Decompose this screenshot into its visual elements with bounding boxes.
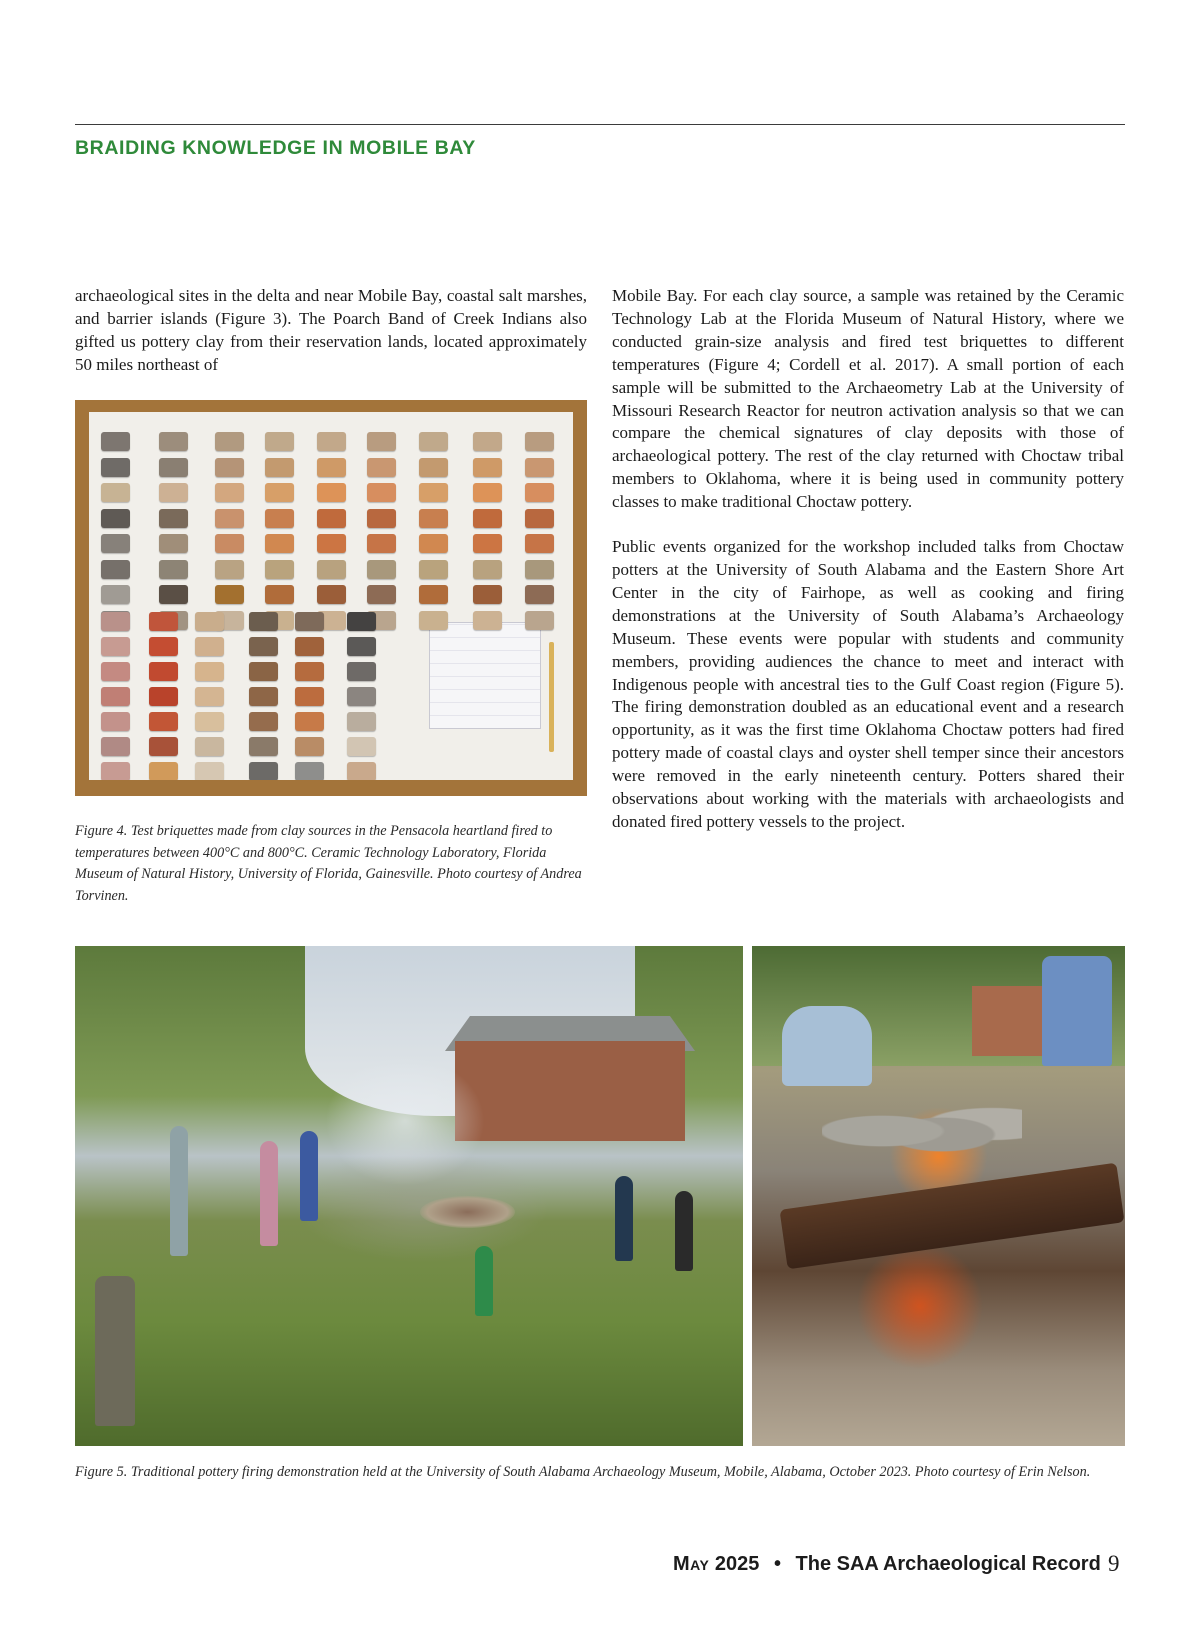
footer [673,1553,1101,1576]
test-briquette [101,687,130,706]
test-briquette [195,712,224,731]
fired-pots [822,1096,1022,1166]
test-briquette [419,458,448,477]
test-briquette [101,662,130,681]
test-briquette [101,612,130,631]
test-briquette [347,737,376,756]
test-briquette [101,432,130,451]
note-card [429,622,541,729]
test-briquette [473,509,502,528]
test-briquette [525,483,554,502]
test-briquette [215,458,244,477]
test-briquette [295,662,324,681]
briquette-board [89,412,573,780]
test-briquette [265,534,294,553]
test-briquette [367,509,396,528]
test-briquette [295,762,324,780]
test-briquette [249,687,278,706]
test-briquette [195,662,224,681]
test-briquette [195,612,224,631]
test-briquette [159,585,188,604]
test-briquette [101,585,130,604]
test-briquette [347,637,376,656]
test-briquette [525,611,554,630]
test-briquette [317,534,346,553]
spectator [95,1276,135,1426]
test-briquette [215,560,244,579]
test-briquette [317,432,346,451]
test-briquette [249,612,278,631]
test-briquette [159,432,188,451]
test-briquette [149,762,178,780]
test-briquette [295,737,324,756]
left-column-paragraph: archaeological sites in the delta and near Mobile Bay, coastal salt marshes, and barrier islands (Figure 3). The Poarch Band of Creek Indians also gifted us pottery clay from their reservation lands, located approximately 50 miles northeast of [75,286,587,374]
test-briquette [317,483,346,502]
spectator [615,1176,633,1261]
figure-5-photo-crowd [75,946,743,1446]
test-briquette [367,483,396,502]
test-briquette [295,612,324,631]
figure-4-photo [75,400,587,796]
smoke [325,1056,485,1186]
footer-bullet: • [773,1553,781,1575]
test-briquette [419,534,448,553]
test-briquette [249,737,278,756]
figure-4-caption: Figure 4. Test briquettes made from clay sources in the Pensacola heartland fired to temperatures between 400°C and 800°C. Ceramic Technology Laboratory, Florida Museum of Natural History, University of Florida, Gainesville. Photo courtesy of Andrea Torvinen. [75,823,582,904]
museum-building [455,1041,685,1141]
test-briquette [367,534,396,553]
test-briquette [525,509,554,528]
potter [782,1006,872,1086]
test-briquette [525,585,554,604]
test-briquette [101,534,130,553]
test-briquette [525,534,554,553]
test-briquette [347,662,376,681]
footer-month: May [673,1553,710,1575]
test-briquette [101,712,130,731]
test-briquette [347,762,376,780]
pencil [549,642,554,752]
test-briquette [215,585,244,604]
test-briquette [419,585,448,604]
test-briquette [159,509,188,528]
test-briquette [367,585,396,604]
test-briquette [473,585,502,604]
test-briquette [149,662,178,681]
test-briquette [101,483,130,502]
test-briquette [419,509,448,528]
test-briquette [215,483,244,502]
test-briquette [265,432,294,451]
test-briquette [149,687,178,706]
test-briquette [473,560,502,579]
test-briquette [101,637,130,656]
fire-pit [420,1196,515,1228]
running-title: BRAIDING KNOWLEDGE IN MOBILE BAY [75,137,476,159]
test-briquette [317,509,346,528]
test-briquette [295,712,324,731]
test-briquette [195,737,224,756]
test-briquette [265,483,294,502]
test-briquette [195,762,224,780]
test-briquette [367,560,396,579]
test-briquette [149,612,178,631]
test-briquette [347,612,376,631]
test-briquette [367,458,396,477]
test-briquette [265,560,294,579]
test-briquette [101,762,130,780]
test-briquette [159,560,188,579]
test-briquette [195,637,224,656]
test-briquette [317,458,346,477]
test-briquette [101,509,130,528]
right-column-paragraph-2: Public events organized for the workshop included talks from Choctaw potters at the University of South Alabama and the Eastern Shore Art Center in the city of Fairhope, as well as cooking and firing demonstrations at the University of South Alabama’s Archaeology Museum. These events were popular with students and community members, providing audiences the chance to meet and interact with Indigenous people with ancestral ties to the Gulf Coast region (Figure 5). The firing demonstration doubled as an educational event and a research opportunity, as it was the first time Oklahoma Choctaw potters had fired pottery made of coastal clays and oyster shell temper since their ancestors were removed in the early nineteenth century. Potters shared their observations about working with the materials with archaeologists and donated fired pottery vessels to the project. [612,537,1124,831]
test-briquette [473,611,502,630]
test-briquette [101,458,130,477]
test-briquette [195,687,224,706]
spectator [475,1246,493,1316]
right-column [612,285,1124,834]
test-briquette [317,585,346,604]
test-briquette [295,637,324,656]
test-briquette [473,483,502,502]
test-briquette [149,637,178,656]
test-briquette [249,762,278,780]
test-briquette [101,560,130,579]
test-briquette [473,458,502,477]
left-column [75,285,587,377]
page-number: 9 [1108,1551,1120,1576]
header-rule [75,124,1125,125]
test-briquette [159,458,188,477]
test-briquette [525,432,554,451]
test-briquette [347,712,376,731]
test-briquette [215,534,244,553]
test-briquette [101,737,130,756]
spectator [675,1191,693,1271]
test-briquette [159,483,188,502]
footer-year: 2025 [714,1553,760,1575]
test-briquette [159,534,188,553]
test-briquette [215,432,244,451]
potter [1042,956,1112,1066]
spectator [260,1141,278,1246]
test-briquette [367,432,396,451]
test-briquette [419,432,448,451]
test-briquette [295,687,324,706]
test-briquette [473,432,502,451]
test-briquette [265,585,294,604]
test-briquette [473,534,502,553]
figure-5-caption: Figure 5. Traditional pottery firing demonstration held at the University of South Alabama Archaeology Museum, Mobile, Alabama, October 2023. Photo courtesy of Erin Nelson. [75,1464,1091,1480]
spectator [300,1131,318,1221]
test-briquette [525,458,554,477]
test-briquette [419,560,448,579]
test-briquette [317,560,346,579]
test-briquette [149,737,178,756]
test-briquette [265,509,294,528]
test-briquette [419,483,448,502]
test-briquette [419,611,448,630]
test-briquette [249,637,278,656]
spectator [170,1126,188,1256]
test-briquette [347,687,376,706]
test-briquette [525,560,554,579]
footer-publication: The SAA Archaeological Record [795,1553,1101,1575]
right-column-paragraph-1: Mobile Bay. For each clay source, a sample was retained by the Ceramic Technology Lab at the Florida Museum of Natural History, where we conducted grain-size analysis and fired test briquettes to different temperatures (Figure 4; Cordell et al. 2017). A small portion of each sample will be submitted to the Archaeometry Lab at the University of Missouri Research Reactor for neutron activation analysis so that we can compare the chemical signatures of clay deposits with those of archaeological pottery. The rest of the clay returned with Choctaw tribal members to Oklahoma, where it is being used in community pottery classes to make traditional Choctaw pottery. [612,286,1124,512]
test-briquette [215,509,244,528]
figure-5-photo-firing [752,946,1125,1446]
burning-log [779,1163,1124,1270]
test-briquette [249,662,278,681]
test-briquette [249,712,278,731]
test-briquette [265,458,294,477]
test-briquette [149,712,178,731]
